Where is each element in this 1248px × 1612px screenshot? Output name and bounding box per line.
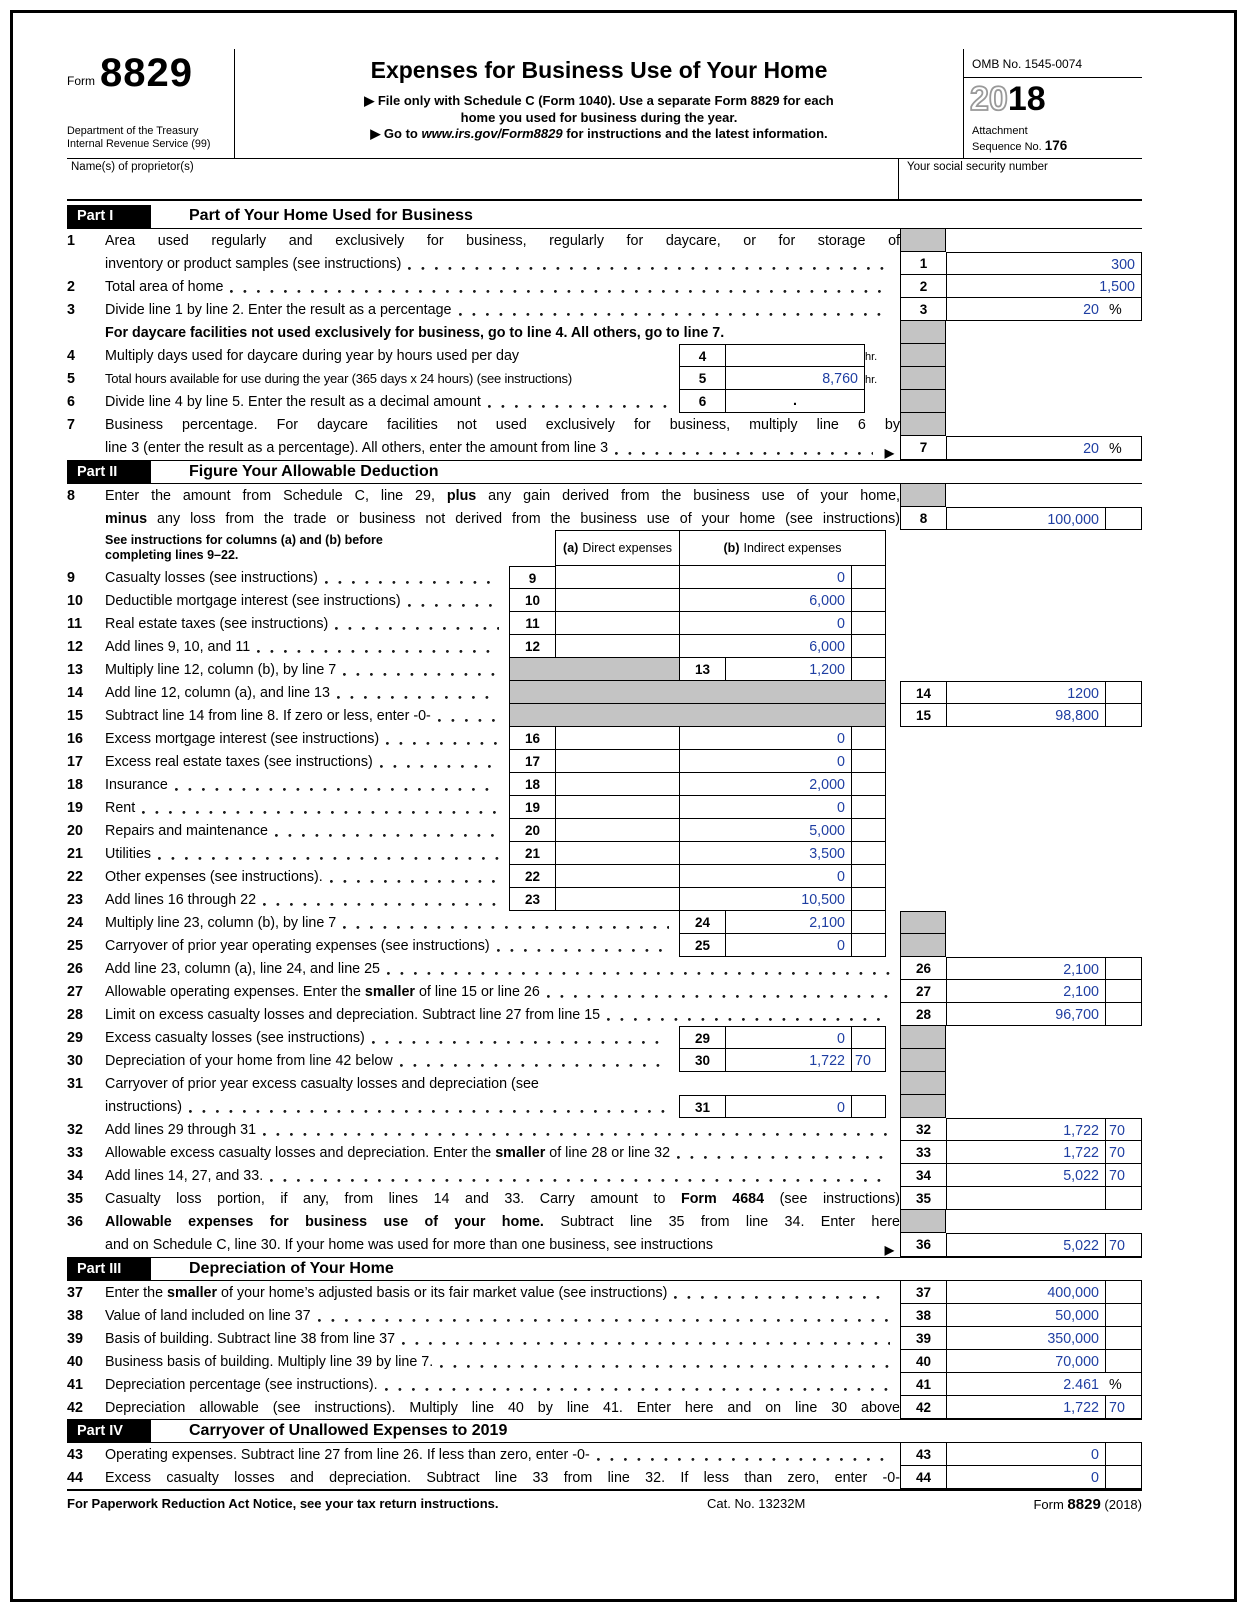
dot-leader xyxy=(597,1458,890,1461)
line-8-amount[interactable]: 100,000 xyxy=(946,507,1142,530)
line-21: 21 Utilities 21 3,500 xyxy=(67,842,1142,865)
line-35-box-number: 35 xyxy=(900,1187,946,1210)
ssn-label: Your social security number xyxy=(907,161,1048,173)
bold-text: smaller xyxy=(364,984,415,1000)
shaded-cell xyxy=(900,484,946,507)
line-12: 12 Add lines 9, 10, and 11 12 6,000 xyxy=(67,635,1142,658)
line-5-amount[interactable]: 8,760 xyxy=(725,367,865,390)
line-26: 26 Add line 23, column (a), line 24, and line 25 26 2,100 xyxy=(67,957,1142,980)
line-13-amount[interactable]: 1,200 xyxy=(725,658,886,681)
line-15-amount[interactable]: 98,800 xyxy=(946,704,1142,727)
line-5: 5 Total hours available for use during the year (365 days x 24 hours) (see instructions) 5 8,760 hr. xyxy=(67,367,1142,390)
line-27-box-number: 27 xyxy=(900,980,946,1003)
line-26-box-number: 26 xyxy=(900,957,946,980)
line-1-box-number: 1 xyxy=(900,252,946,275)
line-42-box-number: 42 xyxy=(900,1396,946,1419)
dot-leader xyxy=(189,1110,669,1113)
part-ii-header xyxy=(67,460,1142,484)
dot-leader xyxy=(330,880,499,883)
dot-leader xyxy=(175,788,499,791)
line-19-col-b[interactable]: 0 xyxy=(679,796,886,819)
dept-line-1: Department of the Treasury xyxy=(67,125,199,137)
line-41-amount[interactable]: 2.461 % xyxy=(946,1373,1142,1396)
bold-text: Form 4684 xyxy=(680,1191,765,1207)
line-6-box-number: 6 xyxy=(679,390,725,413)
dot-leader xyxy=(459,313,890,316)
line-10-box-number: 10 xyxy=(509,589,555,612)
line-4-amount[interactable] xyxy=(725,344,865,367)
line-3: 3 Divide line 1 by line 2. Enter the result as a percentage 3 20 % xyxy=(67,298,1142,321)
line-17: 17 Excess real estate taxes (see instructions) 17 0 xyxy=(67,750,1142,773)
line-36-row-a: 36 Allowable expenses for business use of your home. Subtract line 35 from line 34. Enter here xyxy=(67,1210,1142,1233)
dot-leader xyxy=(158,857,499,860)
line-7-row-a: 7 Business percentage. For daycare facilities not used exclusively for business, multiply line 6 by xyxy=(67,413,1142,436)
dot-leader xyxy=(547,995,890,998)
line-44: 44 Excess casualty losses and depreciation. Subtract line 33 from line 32. If less than zero, enter -0- 44 0 xyxy=(67,1466,1142,1489)
line-8-row-b: minus any loss from the trade or business not derived from the business use of your home (see instructions) 8 100,000 xyxy=(67,507,1142,530)
line-30: 30 Depreciation of your home from line 42 below 30 1,722 70 xyxy=(67,1049,1142,1072)
line-36-box-number: 36 xyxy=(900,1233,946,1257)
dot-leader xyxy=(497,949,669,952)
line-12-col-b[interactable]: 6,000 xyxy=(679,635,886,658)
line-28: 28 Limit on excess casualty losses and depreciation. Subtract line 27 from line 15 28 96,700 xyxy=(67,1003,1142,1026)
dot-leader xyxy=(275,834,499,837)
line-9-box-number: 9 xyxy=(509,566,555,589)
line-31-box-number: 31 xyxy=(679,1095,725,1118)
part-iv-label: Part IV xyxy=(67,1420,151,1442)
line-12-col-a[interactable] xyxy=(555,635,679,658)
dot-leader xyxy=(674,1296,890,1299)
decimal-point: . xyxy=(793,393,797,409)
bold-text: smaller xyxy=(167,1285,218,1301)
dot-leader xyxy=(257,650,499,653)
line-8-box-number: 8 xyxy=(900,507,946,530)
line-20: 20 Repairs and maintenance 20 5,000 xyxy=(67,819,1142,842)
line-9-col-b[interactable]: 0 xyxy=(679,566,886,589)
line-38-box-number: 38 xyxy=(900,1304,946,1327)
ssn-field[interactable] xyxy=(898,159,1142,199)
see-instructions-note: See instructions for columns (a) and (b) before completing lines 9–22. xyxy=(105,533,383,562)
dept-line-2: Internal Revenue Service (99) xyxy=(67,138,211,150)
line-17-col-b[interactable]: 0 xyxy=(679,750,886,773)
line-4-box-number: 4 xyxy=(679,344,725,367)
dot-leader xyxy=(488,405,669,408)
dot-leader xyxy=(318,1319,890,1322)
line-31-amount[interactable]: 0 xyxy=(725,1095,886,1118)
line-37-box-number: 37 xyxy=(900,1281,946,1304)
line-33: 33 Allowable excess casualty losses and depreciation. Enter the smaller of line 28 or line 32 33 1,722 70 xyxy=(67,1141,1142,1164)
bold-text: minus xyxy=(105,511,148,527)
shaded-cell xyxy=(509,658,679,681)
form-header xyxy=(67,49,1142,159)
column-a-header: (a) Direct expenses xyxy=(555,530,679,566)
line-21-col-a[interactable] xyxy=(555,842,679,865)
percent-sign: % xyxy=(1109,441,1122,457)
proprietor-name-input[interactable] xyxy=(71,173,894,191)
dot-leader xyxy=(438,719,499,722)
dot-leader xyxy=(402,1342,890,1345)
line-23-col-b[interactable]: 10,500 xyxy=(679,888,886,911)
line-17-box-number: 17 xyxy=(509,750,555,773)
line-29-amount[interactable]: 0 xyxy=(725,1026,886,1049)
line-20-col-b[interactable]: 5,000 xyxy=(679,819,886,842)
line-33-box-number: 33 xyxy=(900,1141,946,1164)
catalog-number: Cat. No. 13232M xyxy=(707,1496,806,1511)
line-22: 22 Other expenses (see instructions). 22 0 xyxy=(67,865,1142,888)
line-29-box-number: 29 xyxy=(679,1026,725,1049)
line-6: 6 Divide line 4 by line 5. Enter the result as a decimal amount 6 . xyxy=(67,390,1142,413)
shaded-cell xyxy=(900,1049,946,1072)
page-title: Expenses for Business Use of Your Home xyxy=(370,57,828,83)
dot-leader xyxy=(607,1018,890,1021)
line-18-col-a[interactable] xyxy=(555,773,679,796)
line-39: 39 Basis of building. Subtract line 38 from line 37 39 350,000 xyxy=(67,1327,1142,1350)
line-25: 25 Carryover of prior year operating expenses (see instructions) 25 0 xyxy=(67,934,1142,957)
line-24: 24 Multiply line 23, column (b), by line 7 24 2,100 xyxy=(67,911,1142,934)
dot-leader xyxy=(372,1041,669,1044)
line-17-col-a[interactable] xyxy=(555,750,679,773)
dot-leader xyxy=(380,765,499,768)
bold-text: plus xyxy=(446,488,477,504)
line-27-amount[interactable]: 2,100 xyxy=(946,980,1142,1003)
line-27: 27 Allowable operating expenses. Enter the smaller of line 15 or line 26 27 2,100 xyxy=(67,980,1142,1003)
footer-form-id: Form 8829 (2018) xyxy=(1033,1496,1142,1513)
line-34-amount[interactable]: 5,022 70 xyxy=(946,1164,1142,1187)
line-40: 40 Business basis of building. Multiply line 39 by line 7. 40 70,000 xyxy=(67,1350,1142,1373)
line-14: 14 Add line 12, column (a), and line 13 14 1200 xyxy=(67,681,1142,704)
form-word: Form xyxy=(67,74,95,88)
column-b-header: (b) Indirect expenses xyxy=(679,530,886,566)
line-1-row-b: inventory or product samples (see instructions) 1 300 xyxy=(67,252,1142,275)
form-id-block xyxy=(67,49,235,158)
shaded-cell xyxy=(900,1210,946,1233)
omb-number: OMB No. 1545-0074 xyxy=(964,49,1142,78)
line-30-amount[interactable]: 1,722 70 xyxy=(725,1049,886,1072)
line-20-col-a[interactable] xyxy=(555,819,679,842)
line-5-box-number: 5 xyxy=(679,367,725,390)
line-1-amount[interactable]: 300 xyxy=(946,252,1142,275)
line-39-box-number: 39 xyxy=(900,1327,946,1350)
shaded-cell xyxy=(900,911,946,934)
form-number: 8829 xyxy=(100,51,193,95)
dot-leader xyxy=(343,673,499,676)
line-11-box-number: 11 xyxy=(509,612,555,635)
ssn-input[interactable] xyxy=(907,173,1142,191)
dot-leader xyxy=(408,267,890,270)
line-9: 9 Casualty losses (see instructions) 9 0 xyxy=(67,566,1142,589)
line-1-number: 1 xyxy=(67,233,75,249)
dot-leader xyxy=(408,604,499,607)
dot-leader xyxy=(677,1156,890,1159)
shaded-cell xyxy=(900,934,946,957)
hours-unit: hr. xyxy=(865,374,878,386)
line-15-box-number: 15 xyxy=(900,704,946,727)
omb-block xyxy=(964,49,1142,158)
line-40-amount[interactable]: 70,000 xyxy=(946,1350,1142,1373)
part-iv-title: Carryover of Unallowed Expenses to 2019 xyxy=(189,1422,508,1439)
dot-leader xyxy=(440,1365,890,1368)
dot-leader xyxy=(386,742,499,745)
line-4: 4 Multiply days used for daycare during year by hours used per day 4 hr. xyxy=(67,344,1142,367)
line-24-amount[interactable]: 2,100 xyxy=(725,911,886,934)
line-33-amount[interactable]: 1,722 70 xyxy=(946,1141,1142,1164)
line-36-row-b: and on Schedule C, line 30. If your home was used for more than one business, see instructions ▶ 36 5,022 70 xyxy=(67,1233,1142,1257)
shaded-cell xyxy=(900,1072,946,1095)
line-18: 18 Insurance 18 2,000 xyxy=(67,773,1142,796)
part-iv-header xyxy=(67,1419,1142,1443)
line-7-row-b: line 3 (enter the result as a percentage). All others, enter the amount from line 3 ▶ 7 20 % xyxy=(67,436,1142,460)
line-10: 10 Deductible mortgage interest (see instructions) 10 6,000 xyxy=(67,589,1142,612)
line-22-col-b[interactable]: 0 xyxy=(679,865,886,888)
line-22-col-a[interactable] xyxy=(555,865,679,888)
dot-leader xyxy=(263,1133,890,1136)
sequence-number: Sequence No. 176 xyxy=(972,137,1068,153)
line-23-col-a[interactable] xyxy=(555,888,679,911)
line-11-col-b[interactable]: 0 xyxy=(679,612,886,635)
line-34: 34 Add lines 14, 27, and 33. 34 5,022 70 xyxy=(67,1164,1142,1187)
part-i-label: Part I xyxy=(67,205,151,228)
line-7-box-number: 7 xyxy=(900,436,946,460)
hours-unit: hr. xyxy=(865,351,878,363)
form-title-block xyxy=(235,49,964,158)
shaded-cell xyxy=(900,1095,946,1118)
line-2-amount[interactable]: 1,500 xyxy=(946,275,1142,298)
go-to-arrow-icon: ▶ xyxy=(884,446,894,460)
line-12-box-number: 12 xyxy=(509,635,555,658)
line-19: 19 Rent 19 0 xyxy=(67,796,1142,819)
shaded-cell xyxy=(900,390,946,413)
dot-leader xyxy=(263,903,499,906)
line-25-box-number: 25 xyxy=(679,934,725,957)
line-10-col-a[interactable] xyxy=(555,589,679,612)
line-16-box-number: 16 xyxy=(509,727,555,750)
line-18-col-b[interactable]: 2,000 xyxy=(679,773,886,796)
dot-leader xyxy=(615,452,873,455)
columns-header-row xyxy=(67,530,1142,566)
line-16-col-a[interactable] xyxy=(555,727,679,750)
line-14-amount[interactable]: 1200 xyxy=(946,681,1142,704)
line-16-col-b[interactable]: 0 xyxy=(679,727,886,750)
line-23-box-number: 23 xyxy=(509,888,555,911)
line-3-box-number: 3 xyxy=(900,298,946,321)
line-19-box-number: 19 xyxy=(509,796,555,819)
part-ii-title: Figure Your Allowable Deduction xyxy=(189,463,439,480)
percent-sign: % xyxy=(1109,302,1122,318)
line-32-amount[interactable]: 1,722 70 xyxy=(946,1118,1142,1141)
shaded-cell xyxy=(900,367,946,390)
tax-year: 2018 xyxy=(970,80,1046,118)
line-19-col-a[interactable] xyxy=(555,796,679,819)
paperwork-notice: For Paperwork Reduction Act Notice, see your tax return instructions. xyxy=(67,1496,499,1511)
line-13-box-number: 13 xyxy=(679,658,725,681)
line-24-box-number: 24 xyxy=(679,911,725,934)
line-2: 2 Total area of home 2 1,500 xyxy=(67,275,1142,298)
part-i-title: Part of Your Home Used for Business xyxy=(189,207,473,224)
line-42-amount[interactable]: 1,722 70 xyxy=(946,1396,1142,1419)
attachment-label: Attachment xyxy=(972,125,1028,137)
line-29: 29 Excess casualty losses (see instructions) 29 0 xyxy=(67,1026,1142,1049)
bold-text: smaller xyxy=(495,1145,546,1161)
line-44-box-number: 44 xyxy=(900,1466,946,1489)
dot-leader xyxy=(400,1064,669,1067)
part-i-header xyxy=(67,205,1142,229)
line-31-row-a: 31 Carryover of prior year excess casualty losses and depreciation (see xyxy=(67,1072,1142,1095)
name-row xyxy=(67,159,1142,201)
line-26-amount[interactable]: 2,100 xyxy=(946,957,1142,980)
go-to-arrow-icon: ▶ xyxy=(884,1243,894,1257)
irs-url: www.irs.gov/Form8829 xyxy=(421,126,563,141)
dot-leader xyxy=(142,811,499,814)
part-iii-title: Depreciation of Your Home xyxy=(189,1260,394,1277)
dot-leader xyxy=(385,1388,890,1391)
shaded-cell xyxy=(509,704,886,727)
line-38: 38 Value of land included on line 37 38 50,000 xyxy=(67,1304,1142,1327)
line-36-amount[interactable]: 5,022 70 xyxy=(946,1233,1142,1257)
dot-leader xyxy=(337,696,499,699)
part-iii-header xyxy=(67,1257,1142,1281)
line-6-amount[interactable] xyxy=(725,390,865,413)
line-3-amount[interactable]: 20 % xyxy=(946,298,1142,321)
line-37-amount[interactable]: 400,000 xyxy=(946,1281,1142,1304)
line-40-box-number: 40 xyxy=(900,1350,946,1373)
line-35: 35 Casualty loss portion, if any, from lines 14 and 33. Carry amount to Form 4684 (see instructions) 35 xyxy=(67,1187,1142,1210)
line-44-amount[interactable]: 0 xyxy=(946,1466,1142,1489)
line-20-box-number: 20 xyxy=(509,819,555,842)
line-35-amount[interactable] xyxy=(946,1187,1142,1210)
line-15: 15 Subtract line 14 from line 8. If zero or less, enter -0- 15 98,800 xyxy=(67,704,1142,727)
line-32-box-number: 32 xyxy=(900,1118,946,1141)
dot-leader xyxy=(387,972,890,975)
line-43-amount[interactable]: 0 xyxy=(946,1443,1142,1466)
daycare-note: For daycare facilities not used exclusively for business, go to line 4. All others, go to line 7. xyxy=(105,325,725,341)
line-18-box-number: 18 xyxy=(509,773,555,796)
line-22-box-number: 22 xyxy=(509,865,555,888)
line-23: 23 Add lines 16 through 22 23 10,500 xyxy=(67,888,1142,911)
dot-leader xyxy=(325,581,499,584)
line-43: 43 Operating expenses. Subtract line 27 from line 26. If less than zero, enter -0- 43 0 xyxy=(67,1443,1142,1466)
line-30-box-number: 30 xyxy=(679,1049,725,1072)
line-11-col-a[interactable] xyxy=(555,612,679,635)
line-11: 11 Real estate taxes (see instructions) 11 0 xyxy=(67,612,1142,635)
part-iii-label: Part III xyxy=(67,1258,151,1280)
file-instruction-line1: ▶ File only with Schedule C (Form 1040). Use a separate Form 8829 for each xyxy=(364,93,834,108)
line-1-row-a: 1 Area used regularly and exclusively for business, regularly for daycare, or for storage of xyxy=(67,229,1142,252)
line-14-box-number: 14 xyxy=(900,681,946,704)
line-38-amount[interactable]: 50,000 xyxy=(946,1304,1142,1327)
bold-text: Allowable expenses for business use of your home. xyxy=(105,1214,544,1230)
line-16: 16 Excess mortgage interest (see instructions) 16 0 xyxy=(67,727,1142,750)
shaded-cell xyxy=(900,344,946,367)
line-41: 41 Depreciation percentage (see instructions). 41 2.461 % xyxy=(67,1373,1142,1396)
shaded-cell xyxy=(900,321,946,344)
dot-leader xyxy=(270,1179,890,1182)
dot-leader xyxy=(230,290,890,293)
line-39-amount[interactable]: 350,000 xyxy=(946,1327,1142,1350)
line-28-amount[interactable]: 96,700 xyxy=(946,1003,1142,1026)
line-7-amount[interactable]: 20 % xyxy=(946,436,1142,460)
line-41-box-number: 41 xyxy=(900,1373,946,1396)
line-13: 13 Multiply line 12, column (b), by line 7 13 1,200 xyxy=(67,658,1142,681)
shaded-cell xyxy=(900,1026,946,1049)
shaded-cell xyxy=(900,413,946,436)
line-21-box-number: 21 xyxy=(509,842,555,865)
goto-instruction: ▶ Go to www.irs.gov/Form8829 for instructions and the latest information. xyxy=(370,126,828,141)
line-8-row-a: 8 Enter the amount from Schedule C, line 29, plus any gain derived from the business use of your home, xyxy=(67,484,1142,507)
dot-leader xyxy=(335,627,499,630)
shaded-cell xyxy=(900,229,946,252)
line-28-box-number: 28 xyxy=(900,1003,946,1026)
part-ii-label: Part II xyxy=(67,461,151,483)
line-37: 37 Enter the smaller of your home’s adjusted basis or its fair market value (see instructions) 37 400,000 xyxy=(67,1281,1142,1304)
line-2-box-number: 2 xyxy=(900,275,946,298)
shaded-cell xyxy=(509,681,886,704)
line-10-col-b[interactable]: 6,000 xyxy=(679,589,886,612)
line-43-box-number: 43 xyxy=(900,1443,946,1466)
form-footer xyxy=(67,1489,1142,1513)
line-9-col-a[interactable] xyxy=(555,566,679,589)
proprietor-name-field[interactable] xyxy=(67,159,898,199)
proprietor-name-label: Name(s) of proprietor(s) xyxy=(71,161,194,173)
form-page xyxy=(10,10,1237,1602)
line-32: 32 Add lines 29 through 31 32 1,722 70 xyxy=(67,1118,1142,1141)
line-31-row-b: instructions) 31 0 xyxy=(67,1095,1142,1118)
line-42: 42 Depreciation allowable (see instructions). Multiply line 40 by line 41. Enter here and on line 30 above 42 1,722 70 xyxy=(67,1396,1142,1419)
file-instruction-line2: home you used for business during the year. xyxy=(460,109,738,125)
daycare-note-row xyxy=(67,321,1142,344)
line-25-amount[interactable]: 0 xyxy=(725,934,886,957)
percent-sign: % xyxy=(1109,1377,1122,1393)
line-34-box-number: 34 xyxy=(900,1164,946,1187)
line-21-col-b[interactable]: 3,500 xyxy=(679,842,886,865)
dot-leader xyxy=(343,926,669,929)
